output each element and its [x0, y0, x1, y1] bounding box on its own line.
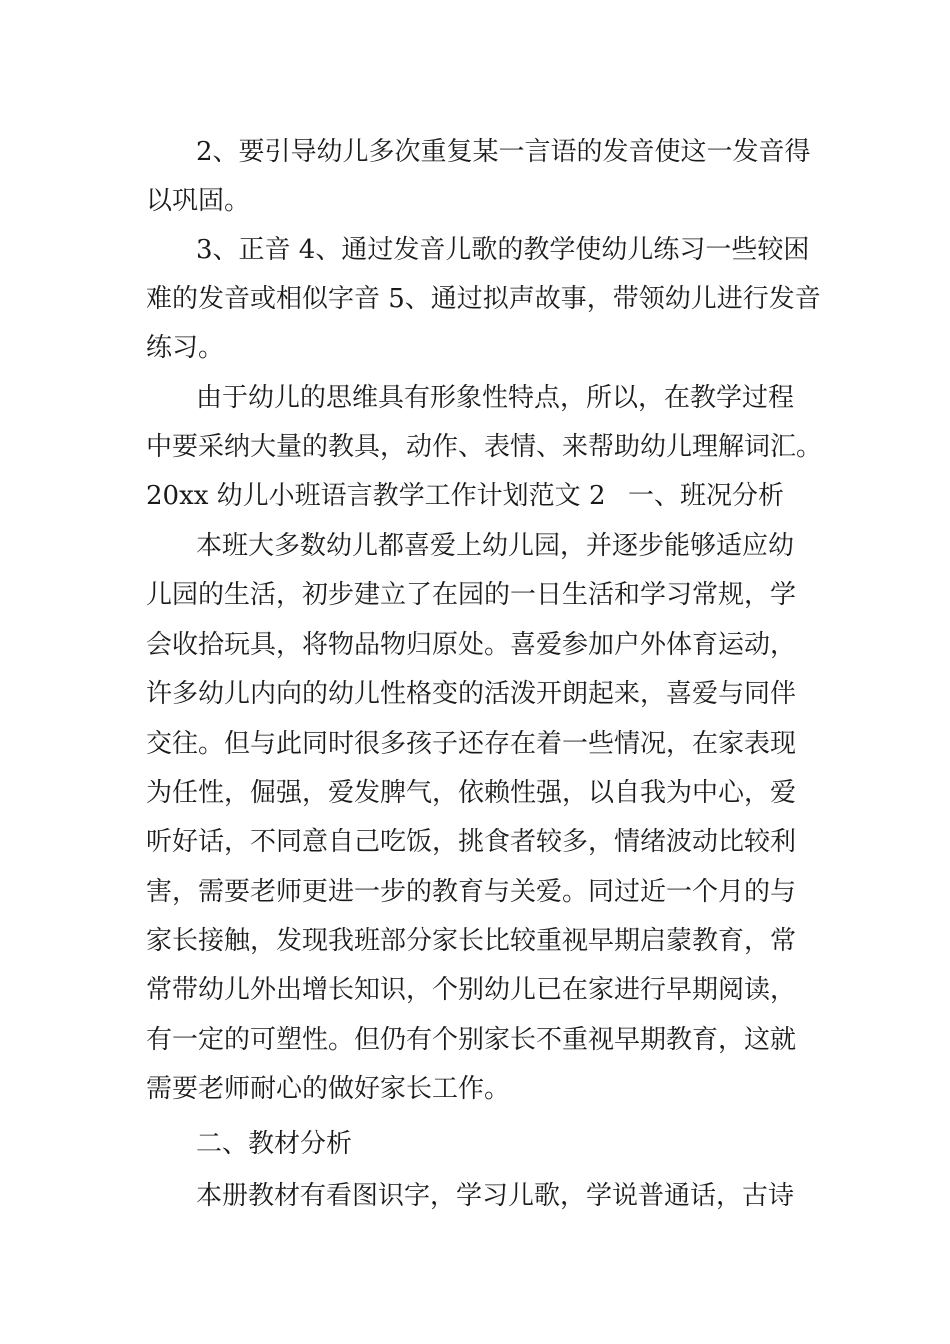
text-line	[0, 127, 950, 177]
paragraph-text: 难的发音或相似字音 5、通过拟声故事，带领幼儿进行发音	[146, 284, 821, 314]
section-heading: 一、班况分析	[628, 481, 785, 511]
text-line	[0, 1064, 950, 1114]
paragraph-text: 3、正音 4、通过发音儿歌的教学使幼儿练习一些较困	[196, 235, 810, 265]
text-line	[0, 1119, 950, 1169]
paragraph-text: 家长接触，发现我班部分家长比较重视早期启蒙教育，常	[146, 926, 797, 956]
text-line	[0, 669, 950, 719]
paragraph-text: 练习。	[146, 333, 225, 363]
paragraph-text: 会收拾玩具，将物品物归原处。喜爱参加户外体育运动，	[146, 630, 797, 660]
text-line	[0, 225, 950, 275]
text-line	[0, 422, 950, 472]
paragraph-text: 为任性，倔强，爱发脾气，依赖性强，以自我为中心，爱	[146, 778, 797, 808]
text-line	[0, 817, 950, 867]
paragraph-text: 有一定的可塑性。但仍有个别家长不重视早期教育，这就	[146, 1025, 797, 1055]
text-line	[0, 373, 950, 423]
text-line	[0, 323, 950, 373]
paragraph-text: 听好话，不同意自己吃饭，挑食者较多，情绪波动比较利	[146, 827, 797, 857]
text-line	[0, 471, 950, 521]
text-line	[0, 570, 950, 620]
paragraph-text: 以巩固。	[146, 186, 251, 216]
text-line	[0, 768, 950, 818]
text-line	[0, 274, 950, 324]
paragraph-text: 交往。但与此同时很多孩子还存在着一些情况，在家表现	[146, 729, 797, 759]
text-line	[0, 1171, 950, 1221]
paragraph-text: 许多幼儿内向的幼儿性格变的活泼开朗起来，喜爱与同伴	[146, 679, 797, 709]
section-title: 20xx 幼儿小班语言教学工作计划范文 2	[146, 481, 606, 511]
paragraph-text: 由于幼儿的思维具有形象性特点，所以，在教学过程	[196, 383, 795, 413]
paragraph-text: 常带幼儿外出增长知识，个别幼儿已在家进行早期阅读，	[146, 975, 797, 1005]
paragraph-text: 儿园的生活，初步建立了在园的一日生活和学习常规，学	[146, 580, 797, 610]
text-line	[0, 965, 950, 1015]
text-line	[0, 867, 950, 917]
section-heading: 二、教材分析	[196, 1129, 353, 1159]
text-line	[0, 916, 950, 966]
text-line	[0, 620, 950, 670]
paragraph-text: 需要老师耐心的做好家长工作。	[146, 1074, 511, 1104]
paragraph-text: 本册教材有看图识字，学习儿歌，学说普通话，古诗	[196, 1181, 795, 1211]
text-line	[0, 719, 950, 769]
text-line	[0, 1015, 950, 1065]
paragraph-text: 害，需要老师更进一步的教育与关爱。同过近一个月的与	[146, 877, 797, 907]
paragraph-text: 本班大多数幼儿都喜爱上幼儿园，并逐步能够适应幼	[196, 531, 795, 561]
paragraph-text: 中要采纳大量的教具，动作、表情、来帮助幼儿理解词汇。	[146, 432, 823, 462]
text-line	[0, 521, 950, 571]
paragraph-text: 2、要引导幼儿多次重复某一言语的发音使这一发音得	[196, 137, 811, 167]
text-line	[0, 176, 950, 226]
